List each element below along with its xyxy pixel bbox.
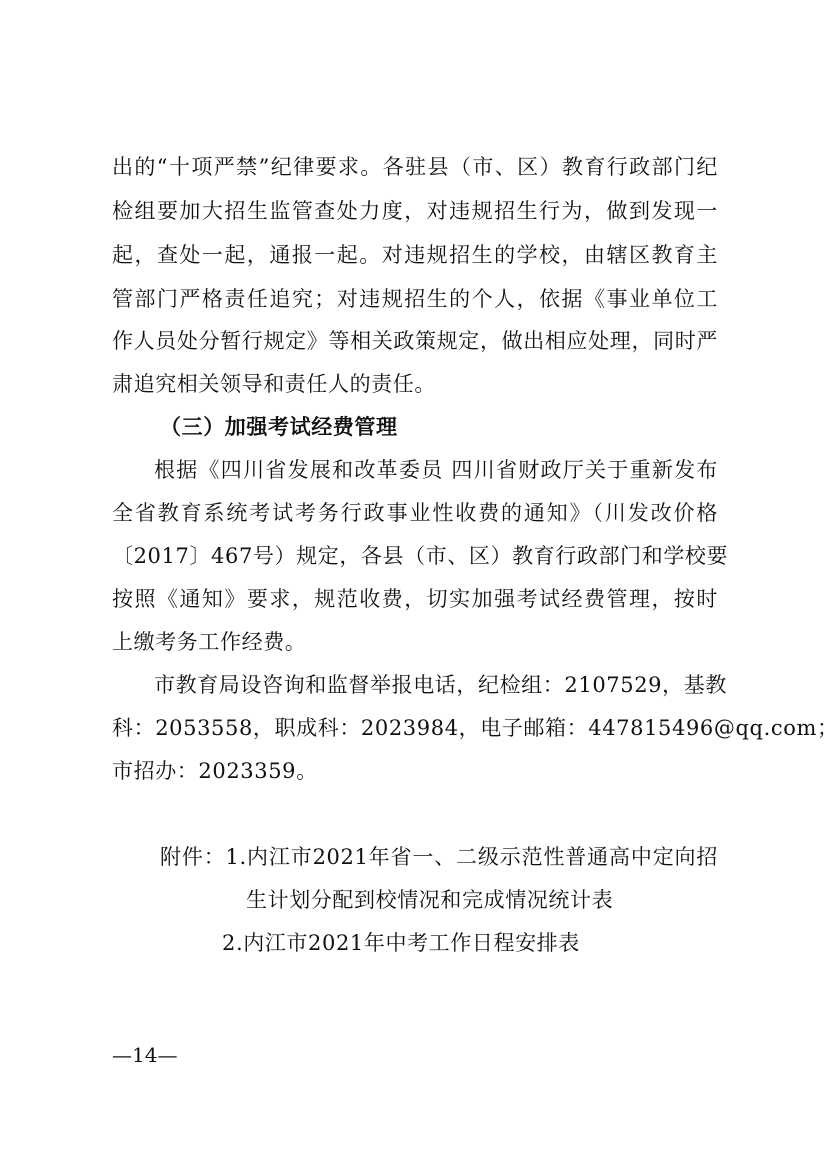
attachment-item-1-continued: 生计划分配到校情况和完成情况统计表 [246,888,614,912]
attachment-item-1: 附件：1.内江市2021年省一、二级示范性普通高中定向招 [160,845,718,869]
paragraph-line: 起，查处一起，通报一起。对违规招生的学校，由辖区教育主 [112,243,718,267]
paragraph-line: 〔2017〕467号）规定，各县（市、区）教育行政部门和学校要 [112,544,729,568]
paragraph-line: 管部门严格责任追究；对违规招生的个人，依据《事业单位工 [112,287,718,311]
paragraph-line: 检组要加大招生监管查处力度，对违规招生行为，做到发现一 [112,199,718,223]
paragraph-line: 市招办：2023359。 [112,759,318,783]
paragraph-line: 科：2053558，职成科：2023984，电子邮箱：447815496@qq.com； [112,716,839,740]
paragraph-line: 全省教育系统考试考务行政事业性收费的通知》（川发改价格 [112,501,718,525]
page-number: —14— [112,1043,178,1067]
paragraph-line: 根据《四川省发展和改革委员 四川省财政厅关于重新发布 [154,458,718,482]
paragraph-line: 上缴考务工作经费。 [112,630,307,654]
paragraph-line: 出的“十项严禁”纪律要求。各驻县（市、区）教育行政部门纪 [112,155,718,179]
paragraph-line: 按照《通知》要求，规范收费，切实加强考试经费管理，按时 [112,587,718,611]
attachment-item-2: 2.内江市2021年中考工作日程安排表 [222,931,580,955]
paragraph-line: 作人员处分暂行规定》等相关政策规定，做出相应处理，同时严 [112,329,718,353]
paragraph-line: 肃追究相关领导和责任人的责任。 [112,372,436,396]
paragraph-line: 市教育局设咨询和监督举报电话，纪检组：2107529，基教 [154,673,727,697]
section-heading: （三）加强考试经费管理 [160,415,398,439]
